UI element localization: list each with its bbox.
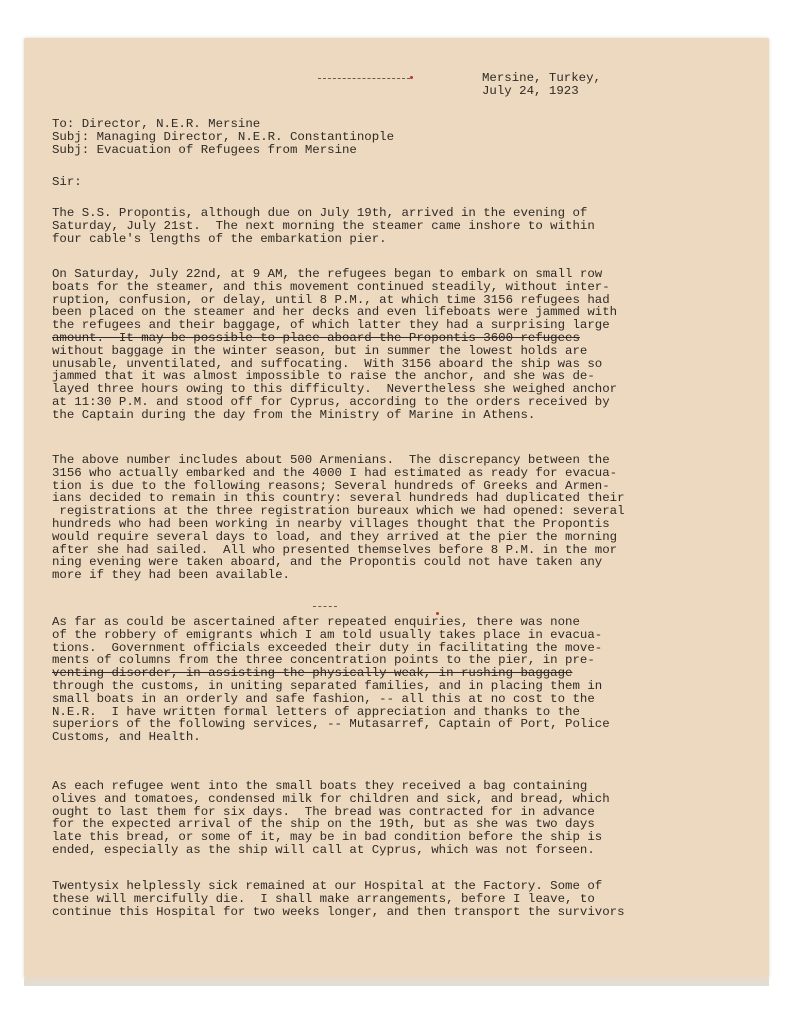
text-line: the Captain during the day from the Ministry of Marine in Athens. <box>52 407 536 422</box>
dateline-date: July 24, 1923 <box>482 83 579 98</box>
text-line: Twentysix helplessly sick remained at our Hospital at the Factory. Some of <box>52 879 603 893</box>
text-line: ruption, confusion, or delay, until 8 P.M., at which time 3156 refugees had <box>52 292 610 307</box>
text-line: after she had sailed. All who presented themselves before 8 P.M. in the mor <box>52 542 618 557</box>
paragraph-discrepancy <box>52 454 742 582</box>
text-line: Saturday, July 21st. The next morning the steamer came inshore to within <box>52 218 595 233</box>
memo-header <box>52 118 742 156</box>
text-line: without baggage in the winter season, but in summer the lowest holds are <box>52 343 588 358</box>
text-line: continue this Hospital for two weeks longer, and then transport the survivors <box>52 904 625 919</box>
header-label: To: <box>52 117 75 131</box>
text-line: olives and tomatoes, condensed milk for children and sick, and bread, which <box>52 791 610 806</box>
text-line-struck: amount. It may be possible to place aboard the Propontis 3600 refugees <box>52 330 580 345</box>
text-line: ought to last them for six days. The bread was contracted for in advance <box>52 804 595 819</box>
text-line: 3156 who actually embarked and the 4000 I had estimated as ready for evacua- <box>52 465 618 480</box>
text-line: been placed on the steamer and her decks and even lifeboats were jammed with <box>52 305 618 320</box>
mid-dash-mark <box>313 606 337 608</box>
text-line: hundreds who had been working in nearby villages thought that the Propontis <box>52 516 610 531</box>
text-line: ments of columns from the three concentration points to the pier, in pre- <box>52 653 595 668</box>
text-line: registrations at the three registration bureaux which we had opened: several <box>52 504 625 519</box>
text-line: As each refugee went into the small boats they received a bag containing <box>52 779 588 793</box>
text-line: tions. Government officials exceeded their duty in facilitating the move- <box>52 640 603 655</box>
text-line: ians decided to remain in this country: several hundreds had duplicated their <box>52 491 625 506</box>
text-line: The above number includes about 500 Armenians. The discrepancy between the <box>52 453 610 467</box>
text-line: of the robbery of emigrants which I am told usually takes place in evacua- <box>52 627 603 642</box>
paragraph-hospital <box>52 880 742 918</box>
red-ink-dot <box>410 76 413 79</box>
paragraph-embarkation <box>52 268 742 422</box>
header-label: Subj: <box>52 129 90 144</box>
text-line: at 11:30 P.M. and stood off for Cyprus, according to the orders received by <box>52 394 610 409</box>
text-line: four cable's lengths of the embarkation pier. <box>52 231 387 246</box>
text-line: The S.S. Propontis, although due on July 19th, arrived in the evening of <box>52 206 588 220</box>
text-line: On Saturday, July 22nd, at 9 AM, the refugees began to embark on small row <box>52 267 603 281</box>
salutation-text: Sir: <box>52 175 82 189</box>
paragraph-officials <box>52 616 742 744</box>
text-line: through the customs, in uniting separated families, and in placing them in <box>52 678 603 693</box>
text-line: As far as could be ascertained after repeated enquiries, there was none <box>52 615 580 629</box>
header-subject <box>52 144 742 157</box>
header-label: Subj: <box>52 142 90 157</box>
text-line: unusable, unventilated, and suffocating. With 3156 aboard the ship was so <box>52 356 603 371</box>
text-line: tion is due to the following reasons; Several hundreds of Greeks and Armen- <box>52 478 610 493</box>
text-line-struck: venting disorder, in assisting the physically weak, in rushing baggage <box>52 666 573 681</box>
text-line: ended, especially as the ship will call at Cyprus, which was not forseen. <box>52 842 595 857</box>
text-line: N.E.R. I have written formal letters of appreciation and thanks to the <box>52 704 580 719</box>
top-dash-mark <box>318 78 410 80</box>
text-line: boats for the steamer, and this movement continued steadily, without inter- <box>52 279 610 294</box>
dateline-place: Mersine, Turkey, <box>482 71 601 85</box>
text-line: late this bread, or some of it, may be in bad condition before the ship is <box>52 830 603 845</box>
paragraph-arrival <box>52 207 742 245</box>
text-line: the refugees and their baggage, of which latter they had a surprising large <box>52 318 610 333</box>
page-shadow-edge <box>24 978 769 986</box>
text-line: these will mercifully die. I shall make arrangements, before I leave, to <box>52 891 595 906</box>
salutation <box>52 176 742 189</box>
text-line: Customs, and Health. <box>52 730 201 745</box>
dateline <box>482 72 601 98</box>
text-line: for the expected arrival of the ship on the 19th, but as she was two days <box>52 817 595 832</box>
header-text: Evacuation of Refugees from Mersine <box>96 142 357 157</box>
header-text: Director, N.E.R. Mersine <box>81 117 261 131</box>
header-text: Managing Director, N.E.R. Constantinople <box>96 129 395 144</box>
text-line: layed three hours owing to this difficulty. Nevertheless she weighed anchor <box>52 382 618 397</box>
text-line: small boats in an orderly and safe fashion, -- all this at no cost to the <box>52 691 595 706</box>
text-line: jammed that it was almost impossible to raise the anchor, and she was de- <box>52 369 595 384</box>
text-line: more if they had been available. <box>52 568 290 583</box>
text-line: would require several days to load, and they arrived at the pier the morning <box>52 529 618 544</box>
text-line: ning evening were taken aboard, and the Propontis could not have taken any <box>52 555 603 570</box>
text-line: superiors of the following services, -- Mutasarref, Captain of Port, Police <box>52 717 610 732</box>
paragraph-provisions <box>52 780 742 857</box>
